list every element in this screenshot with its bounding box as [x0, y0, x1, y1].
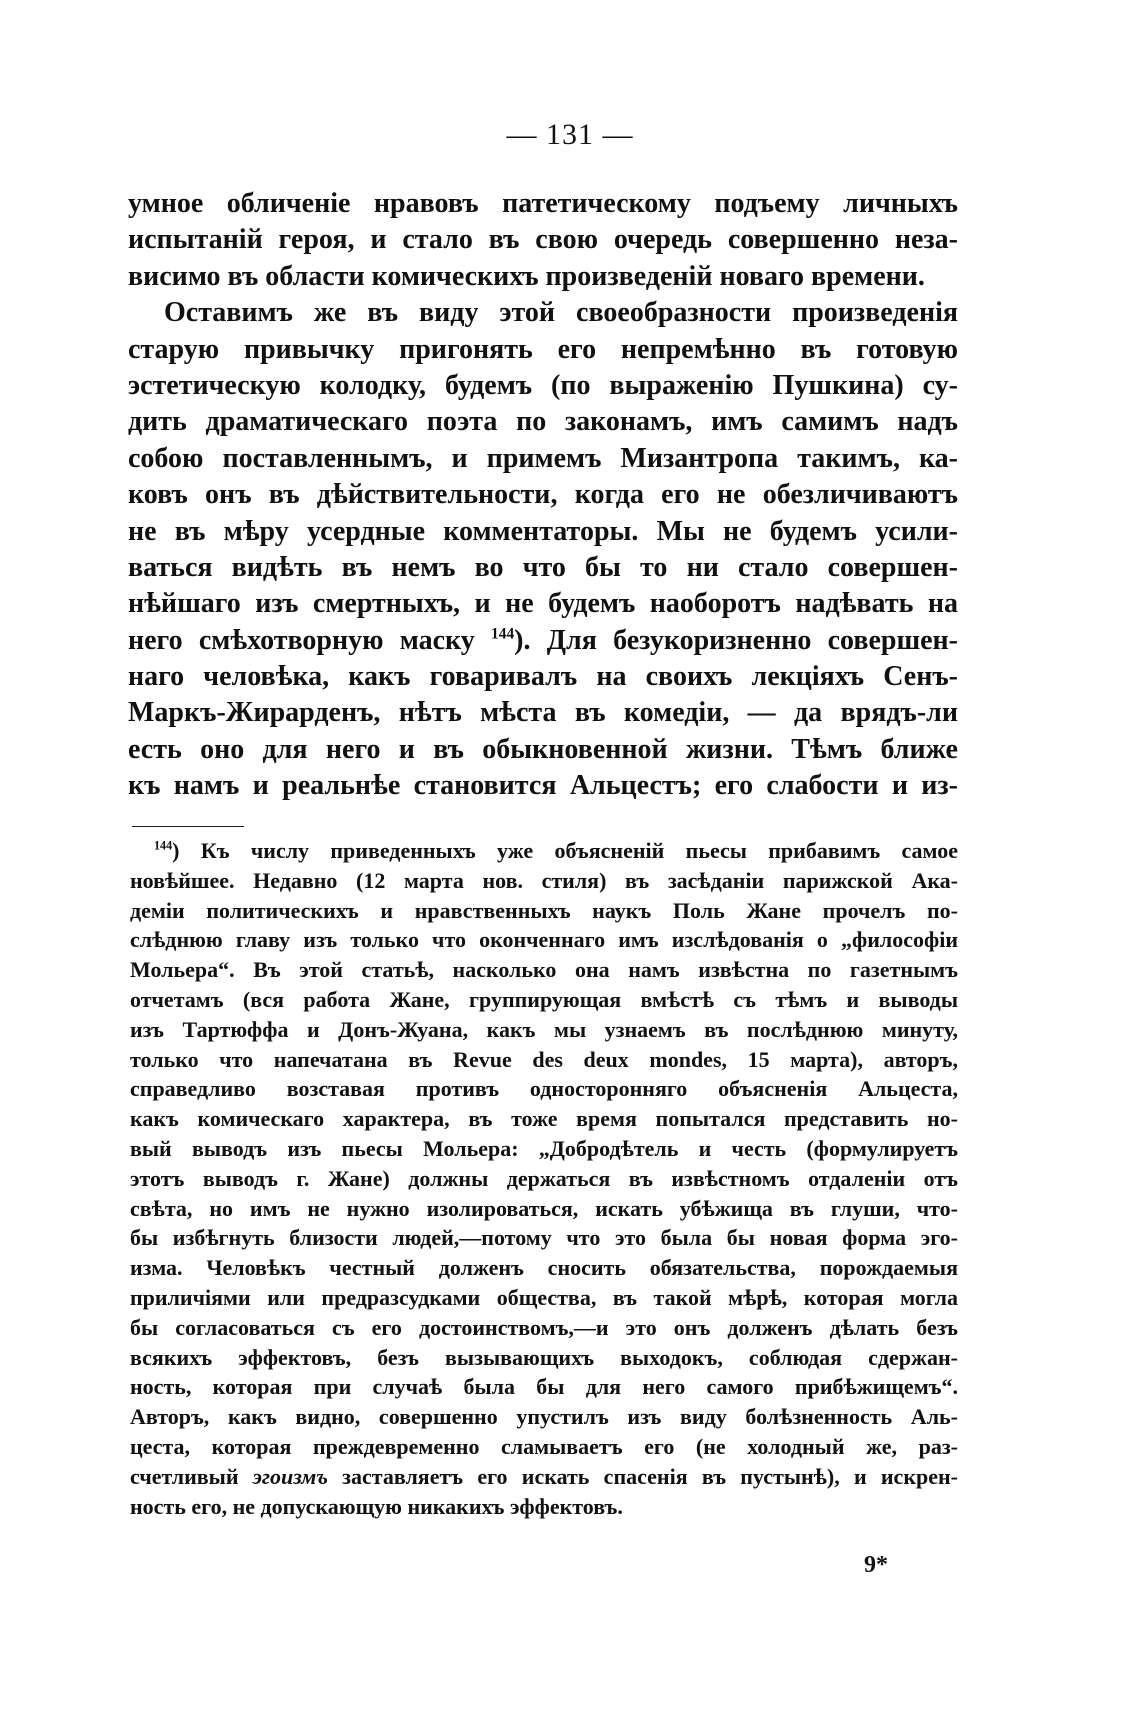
footnote-line: ность его, не допускающую никакихъ эффектовъ.: [130, 1493, 623, 1519]
footnote-line: ность, которая при случаѣ была бы для него самого прибѣжищемъ“.: [130, 1374, 958, 1400]
text-line: ковъ онъ въ дѣйствительности, когда его не обезличиваютъ: [128, 479, 958, 511]
footnote-line: деміи политическихъ и нравственныхъ наукъ Поль Жане прочелъ по-: [130, 897, 958, 923]
footnote-line: справедливо возставая противъ односторонняго объясненія Альцеста,: [130, 1076, 958, 1102]
text-line: Оставимъ же въ виду этой своеобразности произведенія: [164, 297, 958, 329]
text-line: не въ мѣру усердные комментаторы. Мы не будемъ усили-: [128, 515, 958, 547]
text-line: дить драматическаго поэта по законамъ, имъ самимъ надъ: [128, 406, 958, 438]
footnote-line: цеста, которая преждевременно сламываетъ его (не холодный же, раз-: [130, 1433, 958, 1459]
text-line: умное обличеніе нравовъ патетическому подъему личныхъ: [128, 188, 958, 219]
footnote-line: слѣднюю главу изъ только что оконченнаго имъ изслѣдованія о „философіи: [130, 927, 958, 953]
text-line: ваться видѣть въ немъ во что бы то ни стало совершен-: [128, 551, 958, 583]
text-line: наго человѣка, какъ говаривалъ на своихъ лекціяхъ Сенъ-: [128, 661, 958, 693]
signature-mark: 9*: [864, 1552, 888, 1578]
footnote-line: только что напечатана въ Revue des deux mondes, 15 марта), авторъ,: [130, 1046, 958, 1072]
footnote-line: какъ комическаго характера, въ тоже время попытался представить но-: [130, 1106, 958, 1132]
footnote-line: отчетамъ (вся работа Жане, группирующая вмѣстѣ съ тѣмъ и выводы: [130, 986, 958, 1012]
text-line: испытаній героя, и стало въ свою очередь совершенно неза-: [128, 224, 958, 256]
text-line: старую привычку пригонять его непремѣнно въ готовую: [128, 333, 958, 365]
footnote-line: [130, 1462, 958, 1492]
footnote-line: всякихъ эффектовъ, безъ вызывающихъ выходокъ, соблюдая сдержан-: [130, 1344, 958, 1370]
text-segment: заставляетъ его искать спасенія въ пустынѣ), и искрен-: [327, 1463, 958, 1489]
footnote: [130, 836, 958, 1521]
main-text: [128, 186, 958, 805]
footnote-line: бы избѣгнуть близости людей,—потому что это была бы новая форма эго-: [130, 1225, 958, 1251]
text-line: собою поставленнымъ, и примемъ Мизантропа такимъ, ка-: [128, 442, 958, 474]
footnote-line: свѣта, но имъ не нужно изолироваться, искать убѣжища въ глуши, что-: [130, 1195, 958, 1221]
footnote-line: изъ Тартюффа и Донъ-Жуана, какъ мы узнаемъ въ послѣднюю минуту,: [130, 1016, 958, 1042]
text-line: висимо въ области комическихъ произведеній новаго времени.: [128, 260, 925, 292]
footnote-line: новѣйшее. Недавно (12 марта нов. стиля) въ засѣданіи парижской Ака-: [130, 867, 958, 893]
footnote-marker: 144: [154, 838, 173, 853]
text-line: [128, 623, 958, 659]
footnote-line: этотъ выводъ г. Жане) должны держаться въ извѣстномъ отдаленіи отъ: [130, 1165, 958, 1191]
footnote-line: [130, 836, 958, 866]
footnote-line: приличіями или предразсудками общества, въ такой мѣрѣ, которая могла: [130, 1284, 958, 1310]
text-line: къ намъ и реальнѣе становится Альцестъ; его слабости и из-: [128, 770, 958, 802]
text-line: нѣйшаго изъ смертныхъ, и не будемъ наоборотъ надѣвать на: [128, 588, 958, 620]
footnote-line: Мольера“. Въ этой статьѣ, насколько она намъ извѣстна по газетнымъ: [130, 957, 958, 983]
text-segment: счетливый: [130, 1463, 253, 1489]
text-line: есть оно для него и въ обыкновенной жизни. Тѣмъ ближе: [128, 733, 958, 765]
text-segment: ) Къ числу приведенныхъ уже объясненій пьесы прибавимъ самое: [172, 838, 958, 863]
text-segment: ). Для безукоризненно совершен-: [514, 624, 958, 656]
footnote-line: бы согласоваться съ его достоинствомъ,—и это онъ долженъ дѣлать безъ: [130, 1314, 958, 1340]
footnote-line: изма. Человѣкъ честный долженъ сносить обязательства, порождаемыя: [130, 1255, 958, 1281]
footnote-line: вый выводъ изъ пьесы Мольера: „Добродѣтель и честь (формулируетъ: [130, 1135, 958, 1161]
footnote-reference[interactable]: 144: [491, 625, 515, 643]
text-line: эстетическую колодку, будемъ (по выраженію Пушкина) су-: [128, 369, 958, 401]
footnote-line: Авторъ, какъ видно, совершенно упустилъ изъ виду болѣзненность Аль-: [130, 1404, 958, 1430]
footnote-separator: [132, 826, 244, 827]
text-line: Маркъ-Жирарденъ, нѣтъ мѣста въ комедіи, — да врядъ-ли: [128, 697, 958, 729]
text-segment: него смѣхотворную маску: [128, 624, 492, 656]
italic-text: эгоизмъ: [252, 1463, 328, 1489]
page-number: — 131 —: [506, 118, 634, 151]
